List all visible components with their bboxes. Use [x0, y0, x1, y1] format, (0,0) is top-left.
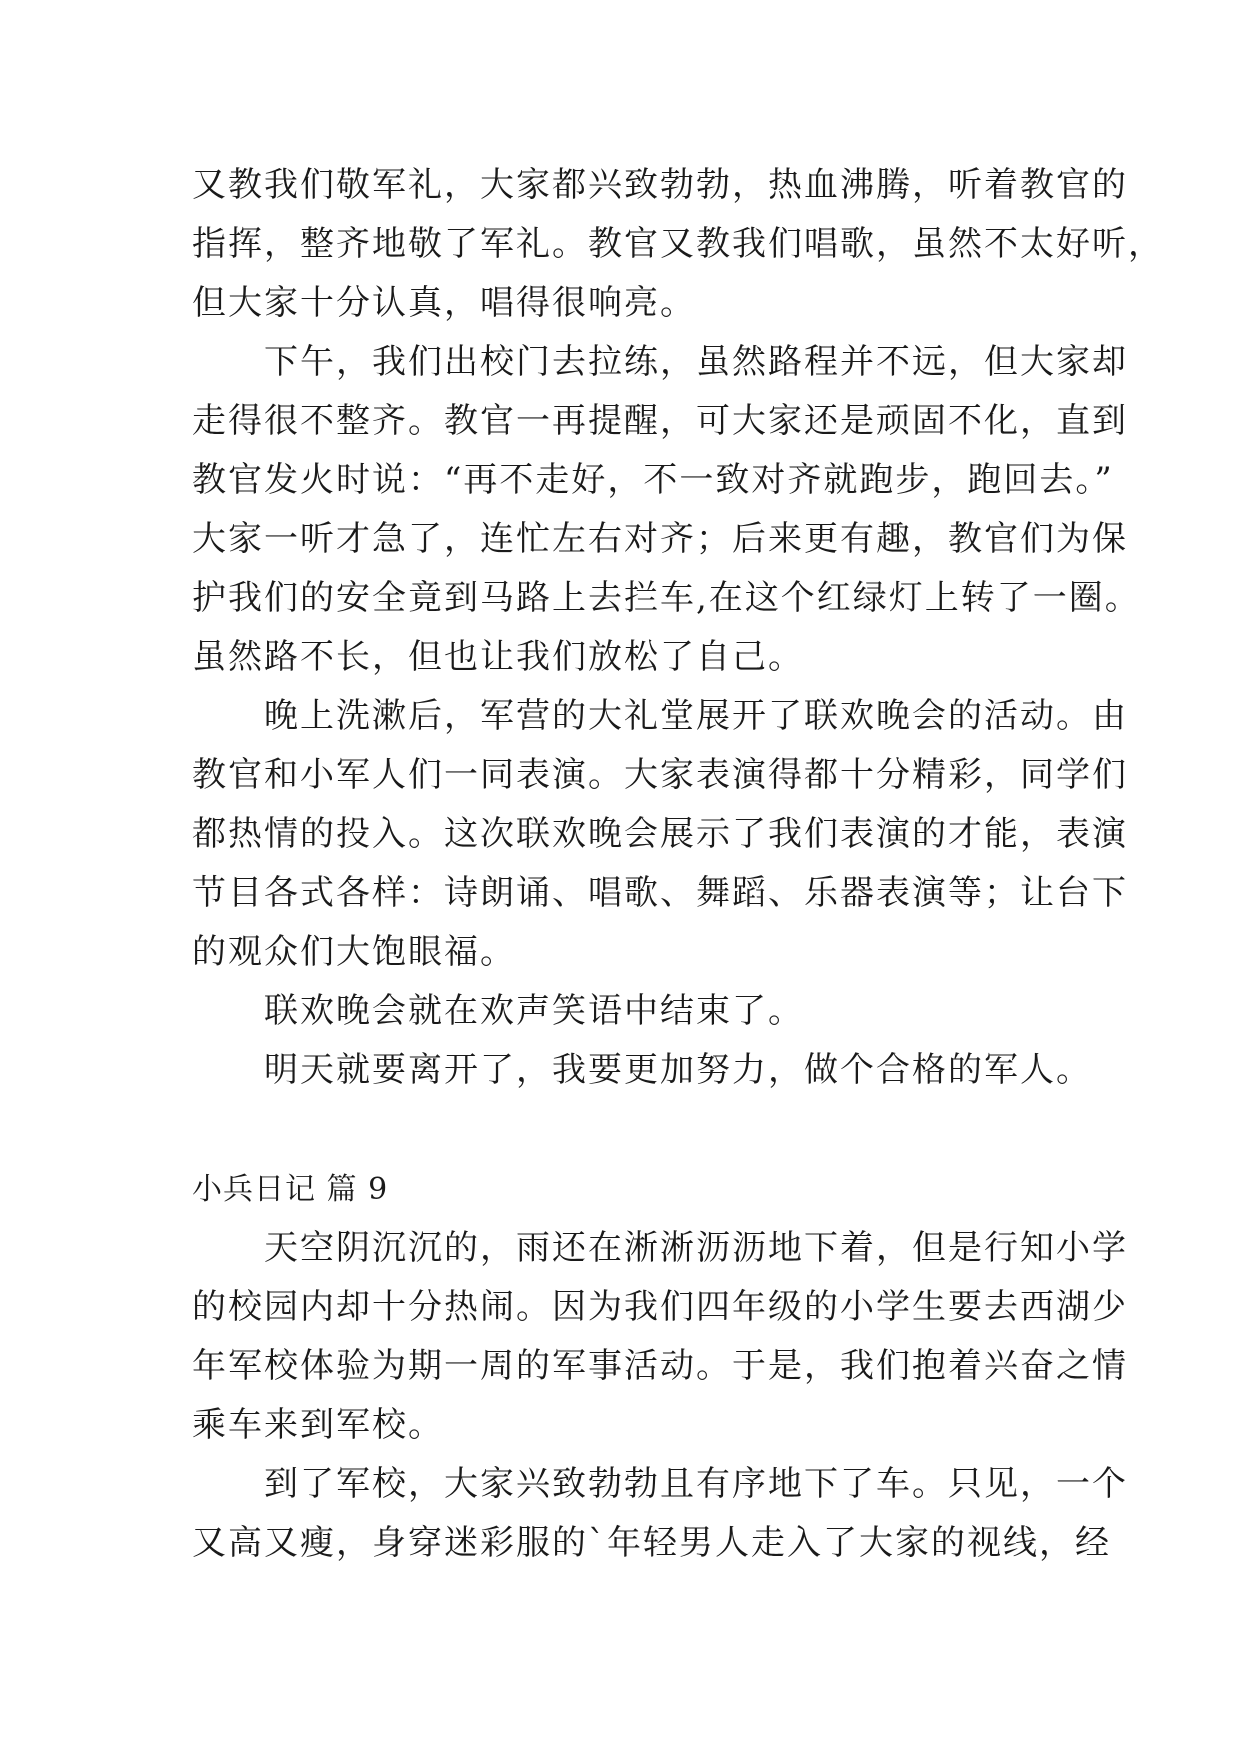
- text-line: 教官发火时说：“再不走好，不一致对齐就跑步，跑回去。”: [192, 460, 1114, 500]
- section-heading: 小兵日记 篇 9: [192, 1172, 389, 1207]
- text-line: 明天就要离开了，我要更加努力，做个合格的军人。: [192, 1050, 1092, 1090]
- text-line: 节目各式各样：诗朗诵、唱歌、舞蹈、乐器表演等；让台下: [192, 873, 1128, 913]
- text-line: 虽然路不长，但也让我们放松了自己。: [192, 637, 804, 677]
- text-line: 年军校体验为期一周的军事活动。于是，我们抱着兴奋之情: [192, 1346, 1128, 1386]
- section-2: [192, 1219, 1128, 1573]
- text-line: 大家一听才急了，连忙左右对齐；后来更有趣，教官们为保: [192, 519, 1128, 559]
- text-line: 都热情的投入。这次联欢晚会展示了我们表演的才能，表演: [192, 814, 1128, 854]
- text-line: 晚上洗漱后，军营的大礼堂展开了联欢晚会的活动。由: [192, 696, 1128, 736]
- text-line: 但大家十分认真，唱得很响亮。: [192, 283, 696, 323]
- text-line: 指挥，整齐地敬了军礼。教官又教我们唱歌，虽然不太好听，: [192, 224, 1164, 264]
- section-gap: [192, 1100, 1062, 1160]
- section-1: [192, 156, 1164, 1100]
- text-line: 的观众们大饱眼福。: [192, 932, 516, 972]
- text-line: 又教我们敬军礼，大家都兴致勃勃，热血沸腾，听着教官的: [192, 165, 1128, 205]
- text-line: 护我们的安全竟到马路上去拦车,在这个红绿灯上转了一圈。: [192, 578, 1141, 618]
- text-line: 天空阴沉沉的，雨还在淅淅沥沥地下着，但是行知小学: [192, 1228, 1128, 1268]
- text-line: 到了军校，大家兴致勃勃且有序地下了车。只见，一个: [192, 1464, 1128, 1504]
- text-line: 乘车来到军校。: [192, 1405, 444, 1445]
- text-line: 的校园内却十分热闹。因为我们四年级的小学生要去西湖少: [192, 1287, 1128, 1327]
- document-page: [192, 156, 1164, 1573]
- text-line: 又高又瘦，身穿迷彩服的`年轻男人走入了大家的视线，经: [192, 1523, 1111, 1563]
- text-line: 教官和小军人们一同表演。大家表演得都十分精彩，同学们: [192, 755, 1128, 795]
- text-line: 走得很不整齐。教官一再提醒，可大家还是顽固不化，直到: [192, 401, 1128, 441]
- text-line: 联欢晚会就在欢声笑语中结束了。: [192, 991, 804, 1031]
- text-line: 下午，我们出校门去拉练，虽然路程并不远，但大家却: [192, 342, 1128, 382]
